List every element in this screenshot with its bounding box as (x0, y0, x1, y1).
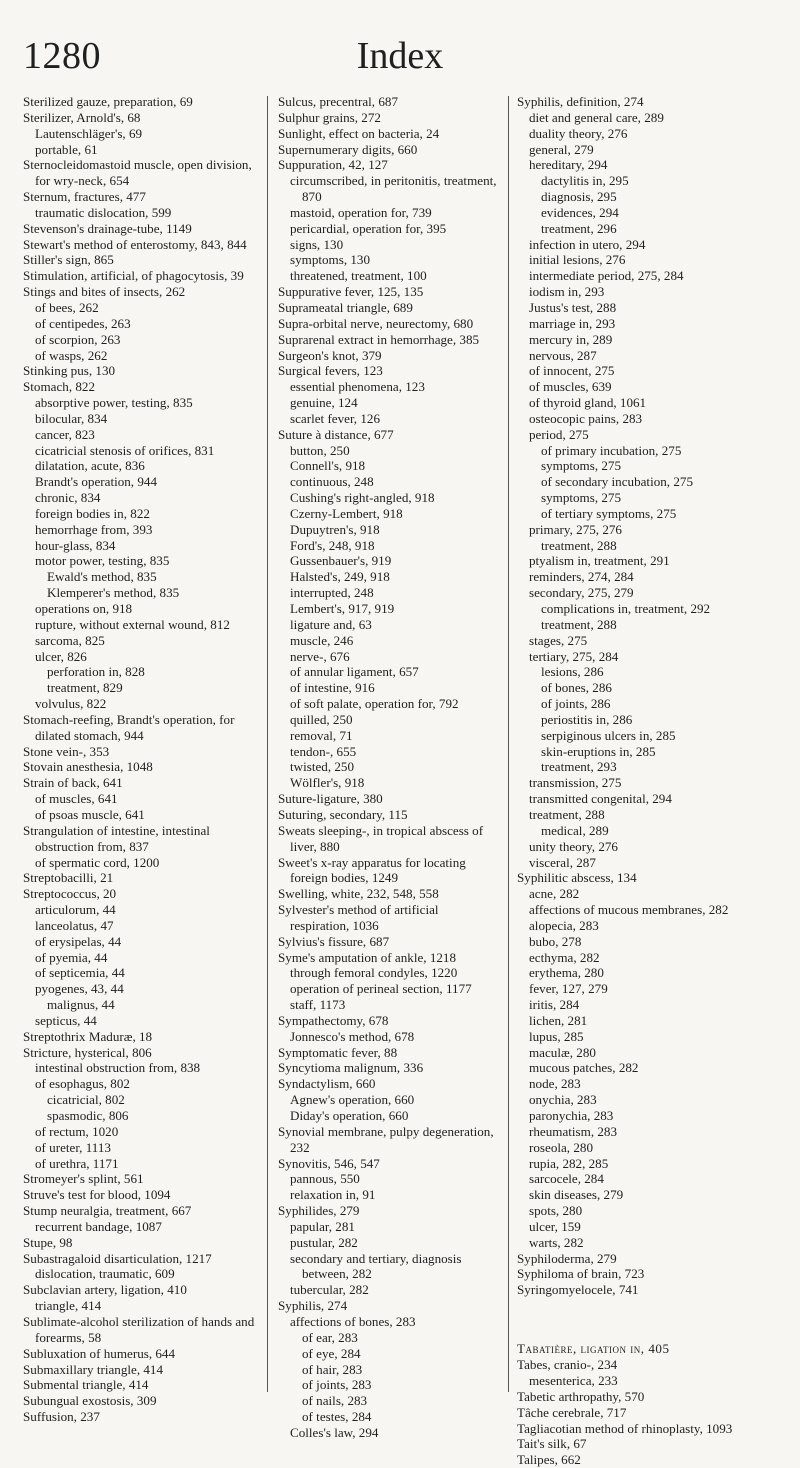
index-entry: Sternocleidomastoid muscle, open division, for wry-neck, 654 (23, 157, 252, 189)
index-entry: Stewart's method of enterostomy, 843, 844 (23, 236, 247, 252)
index-subentry: general, 279 (529, 141, 594, 157)
index-subentry: of testes, 284 (302, 1409, 372, 1425)
index-subentry: of annular ligament, 657 (290, 664, 419, 680)
index-subentry: recurrent bandage, 1087 (35, 1218, 162, 1234)
index-subentry: pannous, 550 (290, 1171, 360, 1187)
index-entry: Suppuration, 42, 127 (278, 157, 388, 173)
index-entry: Surgeon's knot, 379 (278, 347, 382, 363)
index-entry: Stone vein-, 353 (23, 743, 110, 759)
index-entry: Stiller's sign, 865 (23, 252, 114, 268)
index-subentry: removal, 71 (290, 727, 353, 743)
index-subentry: interrupted, 248 (290, 585, 374, 601)
index-subentry: portable, 61 (35, 141, 98, 157)
column-divider (267, 96, 268, 1392)
index-subentry: nervous, 287 (529, 347, 597, 363)
index-subentry: Lembert's, 917, 919 (290, 601, 395, 616)
index-entry: Syringomyelocele, 741 (517, 1282, 639, 1298)
index-entry: Sulcus, precentral, 687 (278, 94, 398, 109)
column-divider (508, 96, 509, 1392)
index-subentry: of muscles, 641 (35, 791, 118, 807)
index-subentry: operations on, 918 (35, 601, 133, 616)
index-subentry: of nails, 283 (302, 1393, 368, 1409)
index-subentry: Cushing's right-angled, 918 (290, 490, 435, 506)
index-subentry: osteocopic pains, 283 (529, 410, 643, 426)
index-entry: Stovain anesthesia, 1048 (23, 759, 153, 775)
index-subentry: transmission, 275 (529, 775, 622, 791)
index-subentry: Connell's, 918 (290, 458, 366, 474)
index-subentry: essential phenomena, 123 (290, 379, 425, 395)
index-subentry: of pyemia, 44 (35, 949, 108, 965)
index-subentry: hour-glass, 834 (35, 537, 116, 553)
index-entry: Sublimate-alcohol sterilization of hands and forearms, 58 (23, 1313, 255, 1345)
index-subentry: of intestine, 916 (290, 680, 375, 696)
index-subentry: Czerny-Lembert, 918 (290, 505, 403, 521)
index-entry: Synovial membrane, pulpy degeneration, 232 (278, 1123, 494, 1155)
index-subentry: of wasps, 262 (35, 347, 108, 363)
index-subentry: alopecia, 283 (529, 917, 599, 933)
index-entry: Subclavian artery, ligation, 410 (23, 1282, 187, 1298)
index-subentry: of bees, 262 (35, 299, 99, 315)
index-subentry: foreign bodies in, 822 (35, 505, 150, 521)
index-entry: Tabatière, ligation in, 405 (517, 1341, 670, 1357)
index-subentry: affections of mucous membranes, 282 (529, 902, 729, 918)
index-entry: Syphilis, definition, 274 (517, 94, 644, 109)
index-entry: Syphilis, 274 (278, 1298, 348, 1314)
index-subentry: pustular, 282 (290, 1234, 358, 1250)
index-entry: Syphilitic abscess, 134 (517, 870, 637, 886)
index-entry: Submental triangle, 414 (23, 1377, 149, 1393)
index-entry: Suprarenal extract in hemorrhage, 385 (278, 331, 480, 347)
index-subentry: Justus's test, 288 (529, 299, 617, 315)
index-subentry: symptoms, 275 (541, 490, 622, 506)
index-subentry: quilled, 250 (290, 711, 353, 727)
index-subentry: cicatricial, 802 (47, 1092, 125, 1108)
index-subentry: papular, 281 (290, 1218, 355, 1234)
index-subentry: Dupuytren's, 918 (290, 521, 380, 537)
index-subentry: of septicemia, 44 (35, 965, 125, 981)
index-subentry: of bones, 286 (541, 680, 612, 696)
index-subentry: dilatation, acute, 836 (35, 458, 145, 474)
index-entry: Sweet's x-ray apparatus for locating foreign bodies, 1249 (278, 854, 466, 886)
index-entry: Talipes, 662 (517, 1452, 581, 1468)
index-subentry: duality theory, 276 (529, 125, 628, 141)
index-subentry: of innocent, 275 (529, 363, 615, 379)
index-entry: Tait's silk, 67 (517, 1436, 587, 1452)
index-subentry: of joints, 283 (302, 1377, 372, 1393)
index-entry: Suffusion, 237 (23, 1409, 100, 1425)
index-entry: Supernumerary digits, 660 (278, 141, 418, 157)
index-subentry: secondary and tertiary, diagnosis between, 282 (290, 1250, 462, 1282)
index-subentry: fever, 127, 279 (529, 981, 608, 997)
index-subentry: dislocation, traumatic, 609 (35, 1266, 175, 1282)
index-subentry: treatment, 288 (541, 616, 617, 632)
index-subentry: node, 283 (529, 1076, 581, 1092)
index-subentry: hemorrhage from, 393 (35, 521, 153, 537)
index-subentry: iritis, 284 (529, 997, 580, 1013)
index-entry: Stimulation, artificial, of phagocytosis, 39 (23, 268, 244, 284)
index-entry: Submaxillary triangle, 414 (23, 1361, 164, 1377)
index-subentry: pyogenes, 43, 44 (35, 981, 124, 997)
index-entry: Tabetic arthropathy, 570 (517, 1388, 645, 1404)
index-subentry: erythema, 280 (529, 965, 604, 981)
index-subentry: Lautenschläger's, 69 (35, 125, 143, 141)
index-subentry: evidences, 294 (541, 204, 619, 220)
index-entry: Stinking pus, 130 (23, 363, 116, 379)
index-subentry: sarcocele, 284 (529, 1171, 604, 1187)
index-subentry: nerve-, 676 (290, 648, 350, 664)
index-entry: Sunlight, effect on bacteria, 24 (278, 125, 440, 141)
section-gap (517, 1311, 783, 1328)
index-subentry: bubo, 278 (529, 933, 582, 949)
index-subentry: symptoms, 130 (290, 252, 371, 268)
index-subentry: tertiary, 275, 284 (529, 648, 619, 664)
index-subentry: periostitis in, 286 (541, 711, 633, 727)
index-subentry: continuous, 248 (290, 474, 374, 490)
index-subentry: absorptive power, testing, 835 (35, 395, 193, 411)
index-subentry: of eye, 284 (302, 1345, 361, 1361)
index-subentry: skin-eruptions in, 285 (541, 743, 656, 759)
index-entry: Sternum, fractures, 477 (23, 189, 146, 205)
index-subentry: spasmodic, 806 (47, 1108, 129, 1123)
index-subentry: of urethra, 1171 (35, 1155, 119, 1171)
index-subentry: Klemperer's method, 835 (47, 585, 180, 601)
index-subentry: operation of perineal section, 1177 (290, 981, 472, 997)
index-entry: Suture-ligature, 380 (278, 791, 383, 807)
index-subentry: of primary incubation, 275 (541, 442, 682, 458)
index-entry: Stomach-reefing, Brandt's operation, for dilated stomach, 944 (23, 711, 235, 743)
index-subentry: skin diseases, 279 (529, 1187, 624, 1203)
index-subentry: medical, 289 (541, 822, 609, 838)
index-column-2 (278, 94, 500, 1441)
index-subentry: septicus, 44 (35, 1012, 97, 1028)
index-subentry: of psoas muscle, 641 (35, 806, 145, 822)
index-subentry: paronychia, 283 (529, 1108, 614, 1123)
index-entry: Stomach, 822 (23, 379, 96, 395)
index-entry: Sweats sleeping-, in tropical abscess of liver, 880 (278, 822, 484, 854)
index-subentry: of joints, 286 (541, 696, 611, 712)
index-entry: Syphiloderma, 279 (517, 1250, 617, 1266)
index-subentry: period, 275 (529, 426, 589, 442)
index-subentry: diagnosis, 295 (541, 189, 617, 205)
index-subentry: secondary, 275, 279 (529, 585, 634, 601)
index-subentry: symptoms, 275 (541, 458, 622, 474)
index-entry: Stump neuralgia, treatment, 667 (23, 1203, 192, 1219)
index-subentry: of secondary incubation, 275 (541, 474, 693, 490)
index-subentry: articulorum, 44 (35, 902, 116, 918)
index-subentry: ulcer, 826 (35, 648, 87, 664)
index-entry: Swelling, white, 232, 548, 558 (278, 886, 439, 902)
index-subentry: of soft palate, operation for, 792 (290, 696, 459, 712)
index-subentry: scarlet fever, 126 (290, 410, 380, 426)
index-entry: Sylvester's method of artificial respiration, 1036 (278, 902, 439, 933)
index-subentry: of ureter, 1113 (35, 1139, 111, 1155)
index-entry: Stricture, hysterical, 806 (23, 1044, 152, 1060)
index-subentry: malignus, 44 (47, 997, 115, 1013)
index-subentry: of muscles, 639 (529, 379, 612, 395)
index-subentry: primary, 275, 276 (529, 521, 622, 537)
index-entry: Syme's amputation of ankle, 1218 (278, 949, 457, 965)
index-subentry: of scorpion, 263 (35, 331, 121, 347)
index-entry: Symptomatic fever, 88 (278, 1044, 398, 1060)
index-subentry: tubercular, 282 (290, 1282, 369, 1298)
index-subentry: staff, 1173 (290, 997, 346, 1013)
index-subentry: cancer, 823 (35, 426, 95, 442)
index-subentry: roseola, 280 (529, 1139, 593, 1155)
index-subentry: unity theory, 276 (529, 838, 618, 854)
index-subentry: of centipedes, 263 (35, 315, 131, 331)
index-subentry: mucous patches, 282 (529, 1060, 639, 1076)
index-subentry: motor power, testing, 835 (35, 553, 170, 569)
index-subentry: rupture, without external wound, 812 (35, 616, 230, 632)
page-title: Index (356, 35, 444, 77)
index-subentry: of erysipelas, 44 (35, 933, 122, 949)
index-entry: Sylvius's fissure, 687 (278, 933, 390, 949)
index-subentry: triangle, 414 (35, 1298, 102, 1314)
index-subentry: cicatricial stenosis of orifices, 831 (35, 442, 215, 458)
index-column-1 (23, 94, 259, 1425)
index-subentry: dactylitis in, 295 (541, 173, 629, 189)
index-subentry: of rectum, 1020 (35, 1123, 119, 1139)
index-entry: Suture à distance, 677 (278, 426, 394, 442)
index-subentry: lanceolatus, 47 (35, 917, 114, 933)
index-subentry: lichen, 281 (529, 1012, 588, 1028)
index-subentry: rheumatism, 283 (529, 1123, 618, 1139)
index-subentry: intermediate period, 275, 284 (529, 268, 684, 284)
index-subentry: reminders, 274, 284 (529, 569, 634, 585)
index-subentry: volvulus, 822 (35, 696, 107, 712)
index-entry: Suppurative fever, 125, 135 (278, 284, 424, 300)
index-entry: Suturing, secondary, 115 (278, 806, 408, 822)
index-entry: Streptococcus, 20 (23, 886, 117, 902)
index-subentry: iodism in, 293 (529, 284, 605, 300)
index-entry: Streptothrix Maduræ, 18 (23, 1028, 153, 1044)
index-subentry: transmitted congenital, 294 (529, 791, 672, 807)
index-subentry: Wölfler's, 918 (290, 775, 365, 791)
index-subentry: rupia, 282, 285 (529, 1155, 609, 1171)
index-subentry: lupus, 285 (529, 1028, 584, 1044)
index-subentry: Diday's operation, 660 (290, 1108, 409, 1123)
index-subentry: maculæ, 280 (529, 1044, 596, 1060)
index-entry: Stupe, 98 (23, 1234, 73, 1250)
index-entry: Subastragaloid disarticulation, 1217 (23, 1250, 212, 1266)
index-subentry: genuine, 124 (290, 395, 358, 411)
index-subentry: of spermatic cord, 1200 (35, 854, 160, 870)
index-entry: Syphiloma of brain, 723 (517, 1266, 645, 1282)
index-entry: Struve's test for blood, 1094 (23, 1187, 171, 1203)
index-entry: Tagliacotian method of rhinoplasty, 1093 (517, 1420, 733, 1436)
index-subentry: threatened, treatment, 100 (290, 268, 427, 284)
index-subentry: complications in, treatment, 292 (541, 601, 711, 616)
index-subentry: muscle, 246 (290, 632, 354, 648)
index-subentry: bilocular, 834 (35, 410, 108, 426)
index-subentry: through femoral condyles, 1220 (290, 965, 458, 981)
index-entry: Syphilides, 279 (278, 1203, 360, 1219)
index-subentry: treatment, 296 (541, 220, 617, 236)
index-subentry: traumatic dislocation, 599 (35, 204, 172, 220)
index-subentry: acne, 282 (529, 886, 580, 902)
index-subentry: visceral, 287 (529, 854, 596, 870)
index-subentry: mercury in, 289 (529, 331, 613, 347)
index-entry: Surgical fevers, 123 (278, 363, 383, 379)
index-entry: Streptobacilli, 21 (23, 870, 114, 886)
index-subentry: twisted, 250 (290, 759, 355, 775)
index-entry: Subluxation of humerus, 644 (23, 1345, 176, 1361)
index-entry: Tabes, cranio-, 234 (517, 1357, 618, 1373)
index-subentry: treatment, 293 (541, 759, 617, 775)
index-subentry: stages, 275 (529, 632, 588, 648)
index-subentry: Colles's law, 294 (290, 1424, 379, 1440)
index-subentry: Halsted's, 249, 918 (290, 569, 390, 585)
index-subentry: pericardial, operation for, 395 (290, 220, 447, 236)
index-entry: Subungual exostosis, 309 (23, 1393, 157, 1409)
index-subentry: treatment, 829 (47, 680, 123, 696)
index-subentry: tendon-, 655 (290, 743, 357, 759)
index-subentry: circumscribed, in peritonitis, treatment, 870 (290, 173, 497, 205)
index-entry: Sulphur grains, 272 (278, 109, 381, 125)
index-subentry: button, 250 (290, 442, 350, 458)
index-subentry: signs, 130 (290, 236, 344, 252)
index-entry: Stevenson's drainage-tube, 1149 (23, 220, 192, 236)
index-subentry: chronic, 834 (35, 490, 101, 506)
index-subentry: marriage in, 293 (529, 315, 616, 331)
index-subentry: of ear, 283 (302, 1329, 358, 1345)
index-subentry: ulcer, 159 (529, 1218, 581, 1234)
index-subentry: affections of bones, 283 (290, 1313, 416, 1329)
index-entry: Syncytioma malignum, 336 (278, 1060, 424, 1076)
index-subentry: warts, 282 (529, 1234, 584, 1250)
index-subentry: initial lesions, 276 (529, 252, 626, 268)
index-subentry: ptyalism in, treatment, 291 (529, 553, 670, 569)
index-entry: Strain of back, 641 (23, 775, 123, 791)
index-subentry: relaxation in, 91 (290, 1187, 376, 1203)
index-subentry: Brandt's operation, 944 (35, 474, 157, 490)
index-subentry: spots, 280 (529, 1203, 583, 1219)
index-subentry: mesenterica, 233 (529, 1373, 618, 1388)
index-entry: Stromeyer's splint, 561 (23, 1171, 144, 1187)
index-subentry: Gussenbauer's, 919 (290, 553, 392, 569)
index-subentry: of tertiary symptoms, 275 (541, 505, 677, 521)
index-entry: Sterilized gauze, preparation, 69 (23, 94, 193, 109)
index-subentry: Jonnesco's method, 678 (290, 1028, 415, 1044)
index-subentry: of thyroid gland, 1061 (529, 395, 647, 411)
index-entry: Sterilizer, Arnold's, 68 (23, 109, 141, 125)
index-subentry: treatment, 288 (529, 806, 605, 822)
index-subentry: infection in utero, 294 (529, 236, 646, 252)
index-subentry: ecthyma, 282 (529, 949, 600, 965)
index-subentry: Agnew's operation, 660 (290, 1092, 415, 1108)
index-subentry: onychia, 283 (529, 1092, 597, 1108)
index-subentry: of hair, 283 (302, 1361, 363, 1377)
index-entry: Synovitis, 546, 547 (278, 1155, 380, 1171)
index-entry: Syndactylism, 660 (278, 1076, 376, 1092)
index-subentry: intestinal obstruction from, 838 (35, 1060, 201, 1076)
index-entry: Strangulation of intestine, intestinal obstruction from, 837 (23, 822, 210, 854)
index-subentry: serpiginous ulcers in, 285 (541, 727, 676, 743)
index-subentry: diet and general care, 289 (529, 109, 664, 125)
index-entry: Suprameatal triangle, 689 (278, 299, 413, 315)
index-subentry: of esophagus, 802 (35, 1076, 130, 1092)
index-entry: Tâche cerebrale, 717 (517, 1404, 627, 1420)
index-subentry: lesions, 286 (541, 664, 604, 680)
index-entry: Stings and bites of insects, 262 (23, 284, 186, 300)
index-subentry: Ewald's method, 835 (47, 569, 157, 585)
index-subentry: perforation in, 828 (47, 664, 145, 680)
index-subentry: ligature and, 63 (290, 616, 372, 632)
page-header (0, 34, 800, 84)
index-subentry: treatment, 288 (541, 537, 617, 553)
page-number: 1280 (23, 35, 101, 77)
index-column-3 (517, 94, 783, 1468)
index-subentry: sarcoma, 825 (35, 632, 105, 648)
index-subentry: Ford's, 248, 918 (290, 537, 375, 553)
index-entry: Supra-orbital nerve, neurectomy, 680 (278, 315, 474, 331)
index-entry: Sympathectomy, 678 (278, 1012, 389, 1028)
index-subentry: hereditary, 294 (529, 157, 608, 173)
index-subentry: mastoid, operation for, 739 (290, 204, 432, 220)
